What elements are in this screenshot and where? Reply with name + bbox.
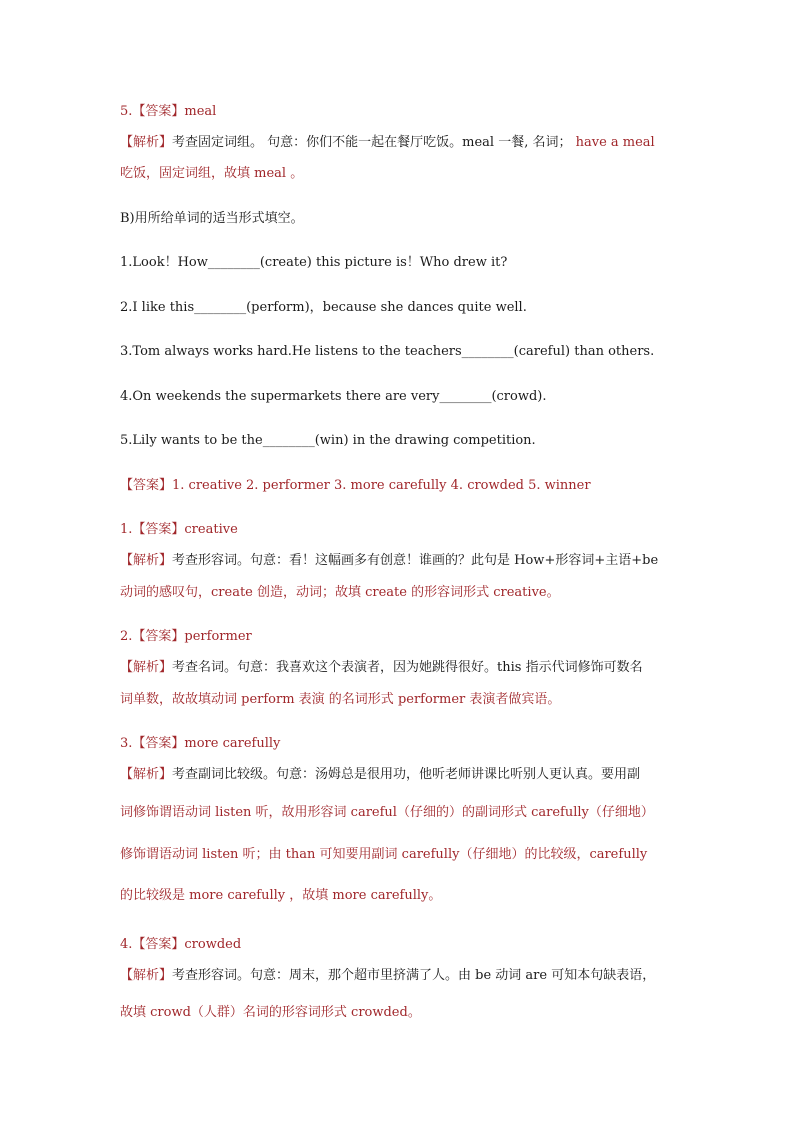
text-line: [120, 690, 560, 710]
text-segment: 4.【答案】crowded: [120, 937, 242, 952]
text-segment: 【解析】: [120, 968, 173, 983]
text-line: [120, 765, 640, 785]
text-line: [120, 133, 655, 153]
text-segment: 3.Tom always works hard.He listens to the teachers________(careful) than others.: [120, 344, 655, 359]
text-segment: 1.Look！How________(create) this picture is！Who drew it?: [120, 255, 508, 270]
text-line: [120, 966, 655, 986]
text-line: [120, 551, 658, 571]
text-line: [120, 734, 280, 754]
text-line: [120, 845, 647, 865]
text-line: [120, 431, 536, 451]
text-line: [120, 387, 547, 407]
text-segment: B)用所给单词的适当形式填空。: [120, 211, 304, 226]
text-segment: 4.On weekends the supermarkets there are very________(crowd).: [120, 389, 547, 404]
text-segment: 1.【答案】creative: [120, 522, 238, 537]
text-segment: 词单数，故故填动词 perform 表演 的名词形式 performer 表演者做宾语。: [120, 692, 561, 707]
text-line: [120, 209, 304, 229]
text-segment: have a meal: [575, 135, 655, 150]
text-segment: 吃饭，固定词组，故填 meal 。: [120, 166, 304, 181]
text-segment: 3.【答案】more carefully: [120, 736, 281, 751]
text-line: [120, 658, 643, 678]
text-segment: 【解析】: [120, 660, 173, 675]
text-segment: 5.Lily wants to be the________(win) in the drawing competition.: [120, 433, 536, 448]
text-line: [120, 164, 303, 184]
text-line: [120, 342, 654, 362]
text-segment: 考查副词比较级。句意：汤姆总是很用功，他听老师讲课比听别人更认真。要用副: [172, 767, 641, 782]
text-segment: 词修饰谓语动词 listen 听，故用形容词 careful（仔细的）的副词形式 carefully（仔细地）: [120, 805, 654, 820]
text-line: [120, 476, 591, 496]
text-line: [120, 520, 238, 540]
text-line: [120, 298, 527, 318]
text-segment: 故填 crowd（人群）名词的形容词形式 crowded。: [120, 1005, 421, 1020]
text-segment: 【解析】: [120, 135, 173, 150]
text-segment: 动词的感叹句，create 创造，动词；故填 create 的形容词形式 creative。: [120, 585, 560, 600]
text-segment: 5.【答案】meal: [120, 104, 217, 119]
text-segment: 考查形容词。句意：周末，那个超市里挤满了人。由 be 动词 are 可知本句缺表语，: [172, 968, 656, 983]
text-segment: 【解析】: [120, 767, 173, 782]
text-line: [120, 102, 216, 122]
text-line: [120, 886, 441, 906]
text-line: [120, 803, 654, 823]
text-segment: 【答案】1. creative 2. performer 3. more carefully 4. crowded 5. winner: [120, 478, 591, 493]
text-segment: 【解析】: [120, 553, 173, 568]
text-segment: 2.I like this________(perform)，because she dances quite well.: [120, 300, 527, 315]
text-line: [120, 253, 507, 273]
text-segment: 修饰谓语动词 listen 听；由 than 可知要用副词 carefully（仔细地）的比较级，carefully: [120, 847, 648, 862]
text-segment: 考查名词。句意：我喜欢这个表演者，因为她跳得很好。this 指示代词修饰可数名: [172, 660, 643, 675]
text-segment: 考查形容词。句意：看！这幅画多有创意！谁画的？此句是 How+形容词+主语+be: [172, 553, 659, 568]
text-line: [120, 627, 252, 647]
text-line: [120, 1003, 421, 1023]
text-segment: 2.【答案】performer: [120, 629, 252, 644]
text-segment: 的比较级是 more carefully ，故填 more carefully。: [120, 888, 442, 903]
text-line: [120, 583, 560, 603]
text-segment: 考查固定词组。 句意：你们不能一起在餐厅吃饭。meal 一餐, 名词；: [172, 135, 576, 150]
text-line: [120, 935, 241, 955]
